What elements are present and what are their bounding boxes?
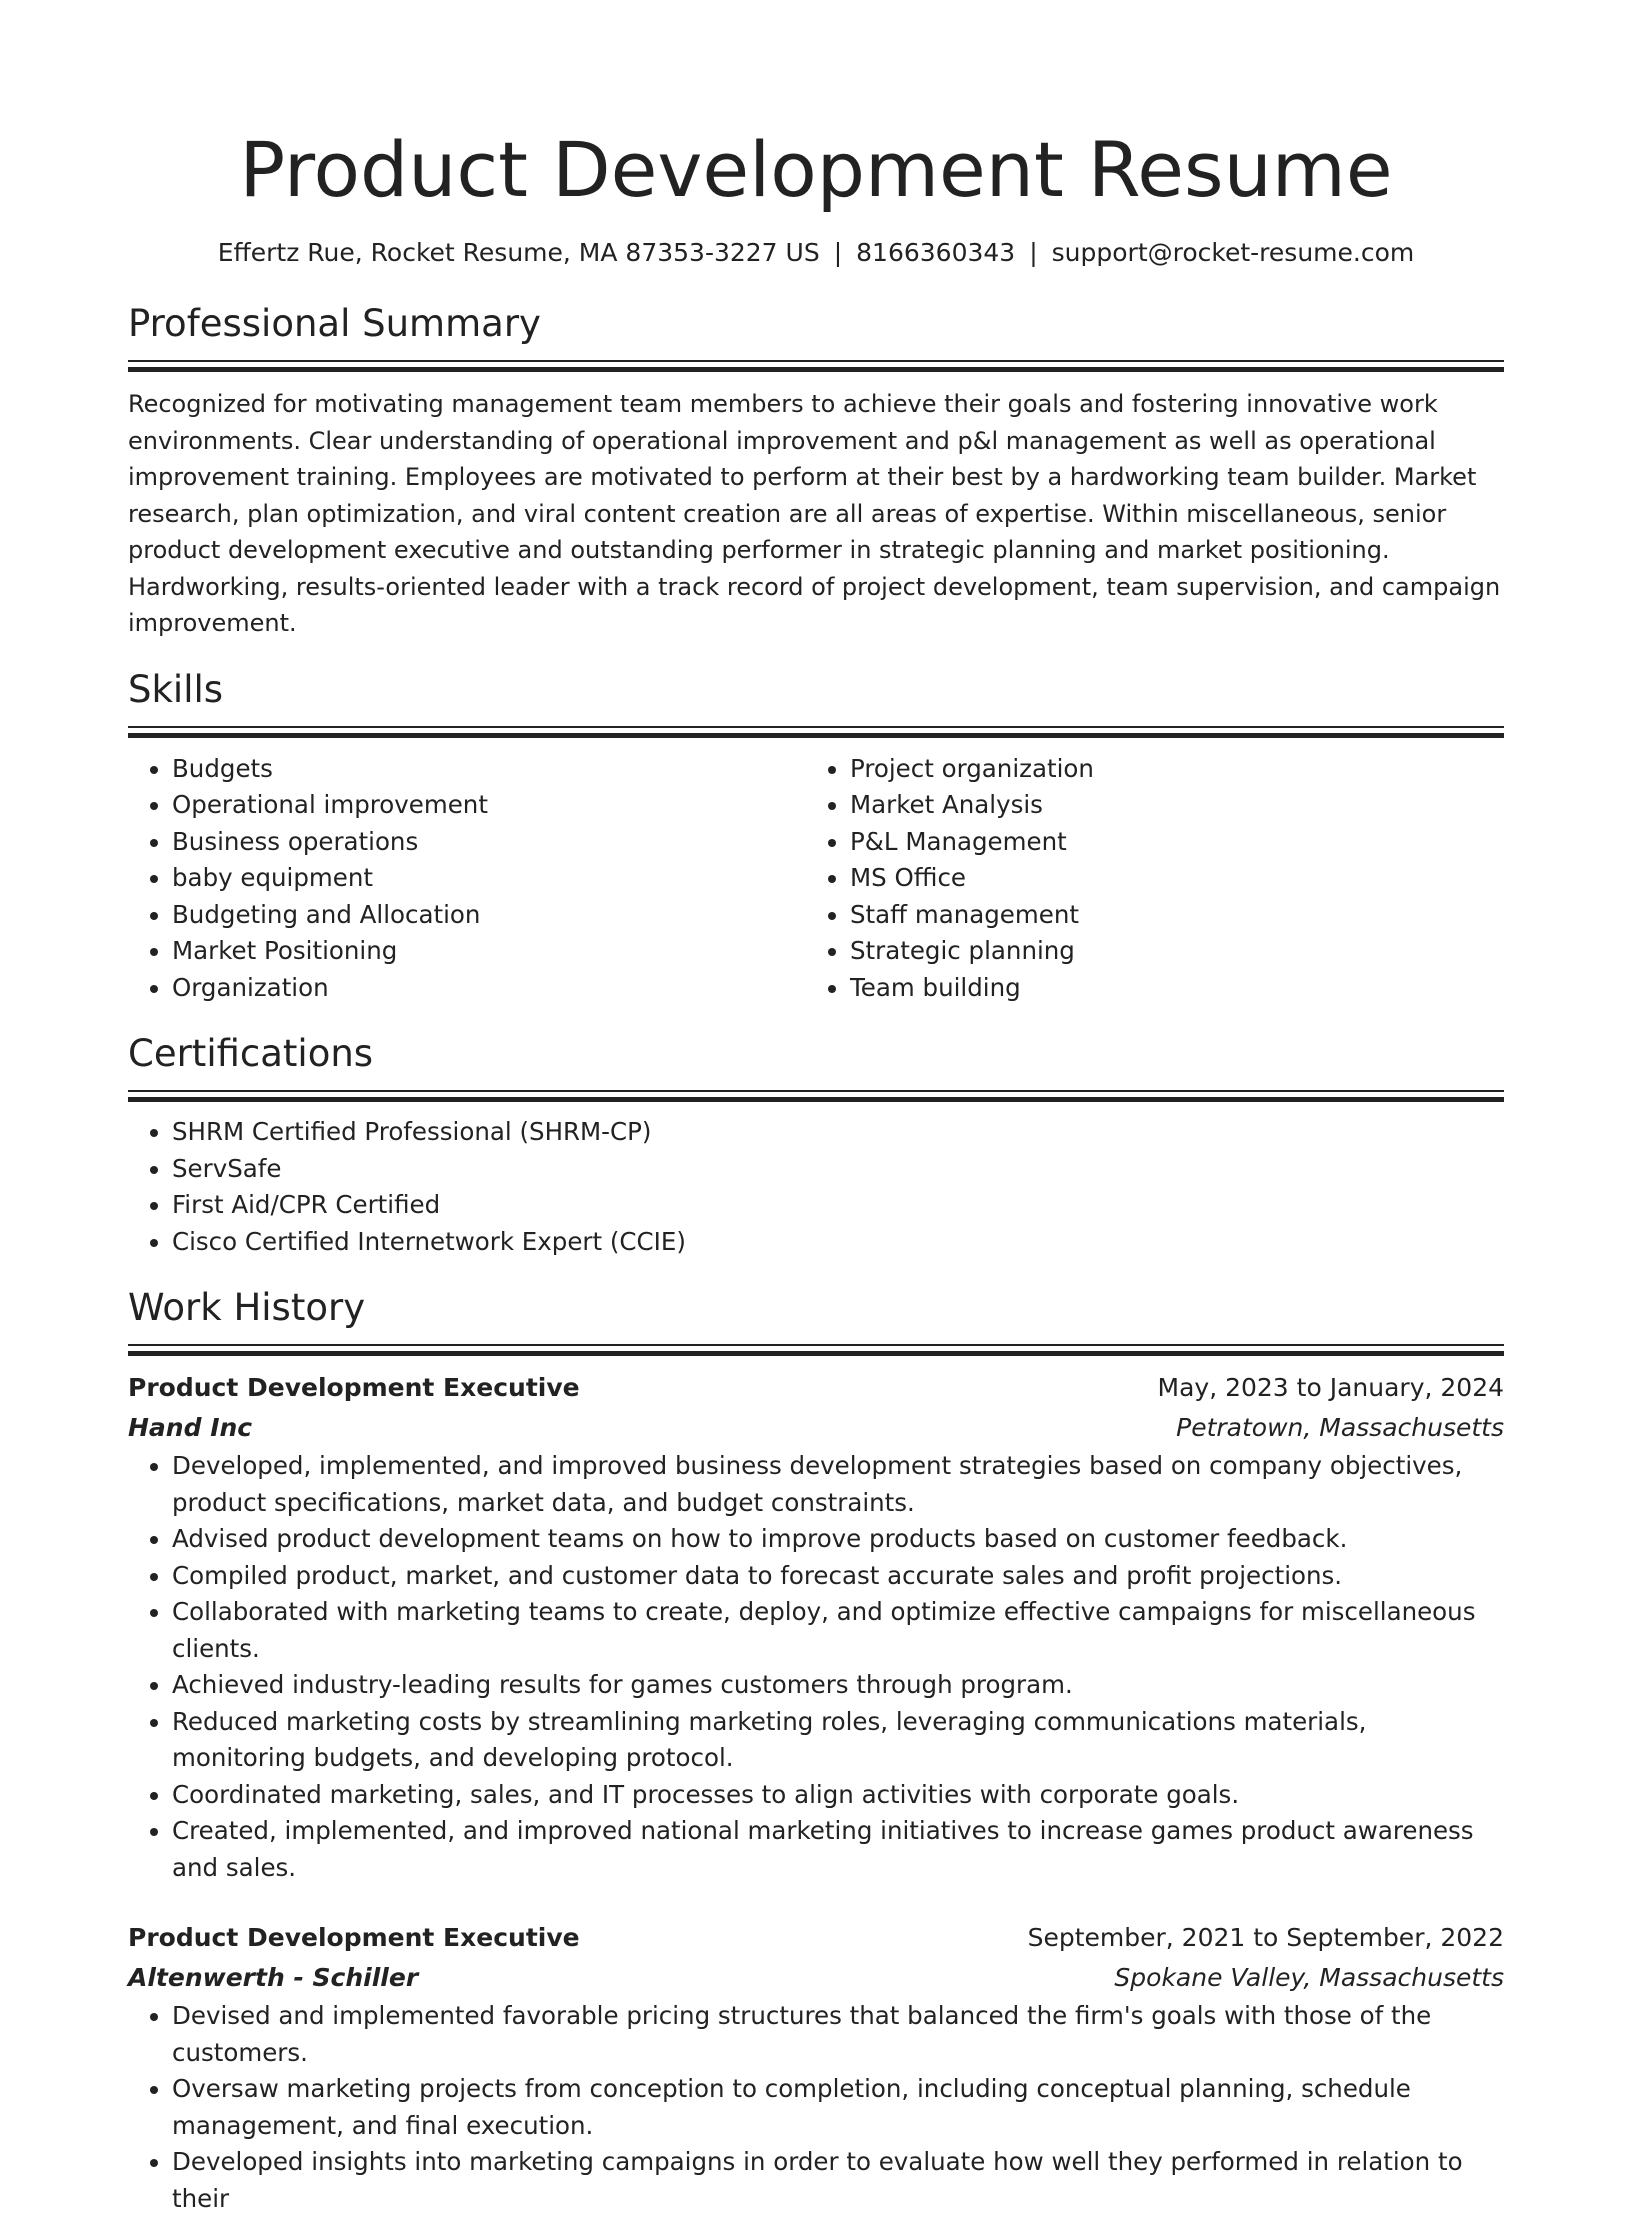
section-divider [128, 726, 1504, 728]
job-duty: • Coordinated marketing, sales, and IT processes to align activities with corporate goals. [172, 1777, 1504, 1814]
summary-heading: Professional Summary [128, 302, 541, 345]
skills-column-right [806, 751, 1484, 1007]
section-divider-thick [128, 367, 1504, 372]
section-divider [128, 360, 1504, 362]
job-subheader-row [128, 1958, 1504, 1998]
certification-item: • First Aid/CPR Certified [172, 1187, 1504, 1224]
summary-section [128, 300, 1504, 642]
skills-list-right [806, 751, 1484, 1007]
job-location: Spokane Valley, Massachusetts [1114, 1963, 1504, 1992]
job-duty: • Compiled product, market, and customer data to forecast accurate sales and profit projections. [172, 1558, 1504, 1595]
section-divider [128, 1344, 1504, 1346]
skill-item: • Operational improvement [172, 787, 806, 824]
job-subheader-row [128, 1408, 1504, 1448]
job-duty: • Advised product development teams on how to improve products based on customer feedback. [172, 1521, 1504, 1558]
skill-item: • Market Positioning [172, 933, 806, 970]
contact-email: support@rocket-resume.com [1051, 238, 1415, 267]
job-entry [128, 1918, 1504, 2217]
section-divider-thick [128, 1351, 1504, 1356]
contact-phone: 8166360343 [856, 238, 1016, 267]
work-history-section [128, 1284, 1504, 2217]
job-header-row [128, 1918, 1504, 1958]
contact-address: Effertz Rue, Rocket Resume, MA 87353-3227 US [217, 238, 820, 267]
job-duty: • Reduced marketing costs by streamlining marketing roles, leveraging communications materials, monitoring budgets, and developing protocol. [172, 1704, 1504, 1777]
job-header-row [128, 1368, 1504, 1408]
contact-line [128, 236, 1504, 270]
certifications-heading: Certifications [128, 1032, 374, 1075]
section-divider [128, 1090, 1504, 1092]
job-company: Hand Inc [128, 1413, 253, 1442]
skill-item: • Organization [172, 970, 806, 1007]
summary-text: Recognized for motivating management team members to achieve their goals and fostering innovative work environments. Clear understanding of operational improvement and p&l management as well as operational improvement training. Employees are motivated to perform at their best by a hardworking team builder. Market research, plan optimization, and viral content creation are all areas of expertise. Within miscellaneous, senior product development executive and outstanding performer in strategic planning and market positioning. Hardworking, results-oriented leader with a track record of project development, team supervision, and campaign improvement. [128, 390, 1501, 637]
skills-grid [128, 751, 1504, 1007]
job-duty: • Developed, implemented, and improved business development strategies based on company objectives, product specifications, market data, and budget constraints. [172, 1448, 1504, 1521]
certification-item: • ServSafe [172, 1151, 1504, 1188]
skills-column-left [128, 751, 806, 1007]
skill-item: • Business operations [172, 824, 806, 861]
certifications-list [128, 1114, 1504, 1260]
skill-item: • baby equipment [172, 860, 806, 897]
skill-item: • P&L Management [850, 824, 1484, 861]
contact-separator: | [1029, 238, 1038, 267]
job-company: Altenwerth - Schiller [128, 1963, 419, 1992]
job-title: Product Development Executive [128, 1373, 580, 1402]
certifications-section [128, 1030, 1504, 1260]
job-entry [128, 1368, 1504, 1886]
skill-item: • Market Analysis [850, 787, 1484, 824]
certification-item: • SHRM Certified Professional (SHRM-CP) [172, 1114, 1504, 1151]
job-duty: • Oversaw marketing projects from conception to completion, including conceptual planning, schedule management, and final execution. [172, 2071, 1504, 2144]
skill-item: • Budgeting and Allocation [172, 897, 806, 934]
job-duty: • Developed insights into marketing campaigns in order to evaluate how well they performed in relation to their [172, 2144, 1504, 2217]
job-duty: • Created, implemented, and improved national marketing initiatives to increase games product awareness and sales. [172, 1813, 1504, 1886]
job-duties-list [128, 1448, 1504, 1886]
job-duty: • Devised and implemented favorable pricing structures that balanced the firm's goals with those of the customers. [172, 1998, 1504, 2071]
job-duty: • Collaborated with marketing teams to create, deploy, and optimize effective campaigns for miscellaneous clients. [172, 1594, 1504, 1667]
work-history-heading: Work History [128, 1286, 366, 1329]
skills-list-left [128, 751, 806, 1007]
skills-heading: Skills [128, 667, 224, 711]
certification-item: • Cisco Certified Internetwork Expert (CCIE) [172, 1224, 1504, 1261]
job-dates: September, 2021 to September, 2022 [1027, 1923, 1504, 1952]
resume-title: Product Development Resume [239, 125, 1393, 214]
resume-page [128, 0, 1504, 2217]
job-location: Petratown, Massachusetts [1176, 1413, 1504, 1442]
job-duties-list [128, 1998, 1504, 2217]
job-title: Product Development Executive [128, 1923, 580, 1952]
job-dates: May, 2023 to January, 2024 [1157, 1373, 1504, 1402]
contact-separator: | [833, 238, 843, 267]
skill-item: • Team building [850, 970, 1484, 1007]
skills-section [128, 666, 1504, 1007]
section-divider-thick [128, 733, 1504, 738]
job-duty: • Achieved industry-leading results for games customers through program. [172, 1667, 1504, 1704]
skill-item: • Budgets [172, 751, 806, 788]
skill-item: • MS Office [850, 860, 1484, 897]
skill-item: • Project organization [850, 751, 1484, 788]
skill-item: • Staff management [850, 897, 1484, 934]
section-divider-thick [128, 1097, 1504, 1102]
skill-item: • Strategic planning [850, 933, 1484, 970]
